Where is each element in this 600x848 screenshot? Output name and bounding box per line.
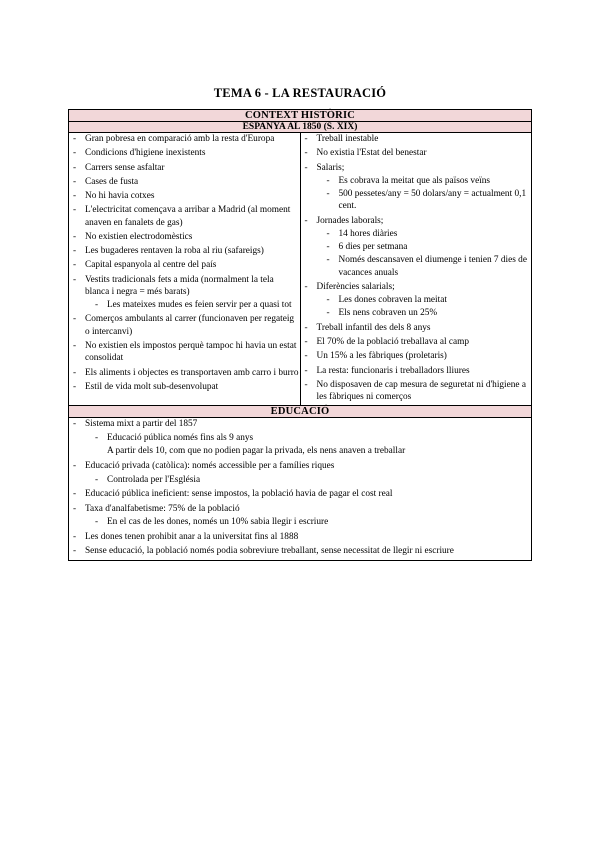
list-item <box>85 176 300 188</box>
list-item-text: Capital espanyola al centre del país <box>85 260 217 271</box>
sub-list-item: - 6 dies per setmana <box>339 241 532 253</box>
list-item <box>85 147 300 159</box>
list-item <box>317 350 532 362</box>
list-item <box>85 245 300 257</box>
sub-note-text: A partir dels 10, com que no podien pagar la privada, els nens anaven a treballar <box>107 446 406 457</box>
list-item <box>317 281 532 320</box>
education-cell <box>69 418 532 560</box>
list-item-text: Salaris; <box>316 162 345 173</box>
list-item-text: Cases de fusta <box>85 176 139 187</box>
list-item-text: Els aliments i objectes es transportaven amb carro i burro <box>85 367 299 378</box>
sub-list <box>85 474 531 487</box>
list-item-text: Diferències salarials; <box>316 281 395 292</box>
list-item <box>85 313 300 338</box>
list-item-text: Condicions d'higiene inexistents <box>85 148 206 159</box>
list-item <box>85 340 300 365</box>
list-item-text: Un 15% a les fàbriques (proletaris) <box>316 351 447 362</box>
list-item <box>85 367 300 379</box>
list-item-text: No existien electrodomèstics <box>85 231 193 242</box>
list-item-text: Taxa d'analfabetisme: 75% de la població <box>85 503 240 514</box>
list-item <box>85 418 531 458</box>
list-item <box>85 460 531 486</box>
list-item-text: Vestits tradicionals fets a mida (normalment la tela blanca i negra = més barats) <box>85 274 274 297</box>
list-item <box>85 274 300 312</box>
sub-list <box>85 516 531 529</box>
educacio-band: EDUCACIÓ <box>69 406 532 418</box>
list-item-text: Les dones tenen prohibit anar a la universitat fins al 1888 <box>85 531 299 542</box>
list-item-text: Sense educació, la població només podia sobreviure treballant, sense necessitat de llegir ni escriure <box>85 546 454 557</box>
list-item <box>85 488 531 501</box>
right-bullet-list <box>301 133 532 403</box>
espanya-1850-band: ESPANYA AL 1850 (S. XIX) <box>69 122 532 133</box>
sub-list-item: - Només descansaven el diumenge i tenien 7 dies de vacances anuals <box>339 254 532 279</box>
list-item-text: La resta: funcionaris i treballadors lliures <box>316 365 470 376</box>
list-item-text: No disposaven de cap mesura de seguretat ni d'higiene a les fàbriques ni comerços <box>316 379 526 403</box>
section-band-row <box>69 122 532 133</box>
left-bullet-list <box>69 133 300 393</box>
list-item <box>85 259 300 271</box>
sub-list <box>317 294 532 320</box>
list-item <box>317 133 532 145</box>
list-item <box>317 336 532 348</box>
list-item-text: El 70% de la població treballava al camp <box>316 336 470 347</box>
sub-list <box>85 299 300 311</box>
list-item <box>317 215 532 279</box>
list-item-text: Educació pública ineficient: sense impostos, la població havia de pagar el cost real <box>85 489 393 500</box>
list-item <box>85 133 300 145</box>
header-band-row <box>69 110 532 122</box>
right-column-cell <box>300 133 532 406</box>
list-item-text: Comerços ambulants al carrer (funcionaven per regateig o intercanvi) <box>85 314 295 337</box>
sub-list-item: - Les dones cobraven la meitat <box>339 294 532 306</box>
sub-list-item: - 500 pessetes/any = 50 dolars/any = actualment 0,1 cent. <box>339 188 532 213</box>
list-item <box>85 190 300 202</box>
list-item-text: No existia l'Estat del benestar <box>316 148 427 159</box>
list-item <box>317 162 532 213</box>
list-item-text: No existien els impostos perquè tampoc hi havia un estat consolidat <box>85 340 297 364</box>
list-item-text: Sistema mixt a partir del 1857 <box>85 419 198 430</box>
education-band-row <box>69 406 532 418</box>
two-column-row <box>69 133 532 406</box>
sub-list-item: - En el cas de les dones, només un 10% sabia llegir i escriure <box>107 516 531 529</box>
list-item <box>317 379 532 404</box>
sub-list-item: - Les mateixes mudes es feien servir per a quasi tot <box>107 299 300 311</box>
list-item-text: L'electricitat començava a arribar a Madrid (al moment anaven en fanalets de gas) <box>85 205 291 228</box>
list-item <box>85 503 531 529</box>
list-item <box>317 365 532 377</box>
list-item-text: Gran pobresa en comparació amb la resta d'Europa <box>85 134 275 144</box>
education-bullet-list <box>69 418 531 557</box>
list-item-text: Les bugaderes rentaven la roba al riu (safareigs) <box>85 246 264 257</box>
sub-list-item: - Es cobrava la meitat que als països veïns <box>339 175 532 187</box>
sub-list <box>85 432 531 445</box>
sub-list <box>317 175 532 213</box>
list-item-text: Educació privada (catòlica): només accessible per a famílies riques <box>85 460 335 471</box>
education-row <box>69 418 532 560</box>
sub-list <box>317 228 532 279</box>
list-item <box>85 204 300 229</box>
list-item <box>85 545 531 558</box>
sub-list-item: - 14 hores diàries <box>339 228 532 240</box>
list-item <box>85 381 300 393</box>
sub-list-item: - Educació pública només fins als 9 anys <box>107 432 531 445</box>
content-table <box>68 109 532 561</box>
left-column-cell <box>69 133 301 406</box>
sub-list-item: - Els nens cobraven un 25% <box>339 307 532 319</box>
list-item-text: Treball infantil des dels 8 anys <box>316 322 431 333</box>
list-item <box>317 322 532 334</box>
list-item <box>85 162 300 174</box>
sub-list-item: - Controlada per l'Església <box>107 474 531 487</box>
list-item-text: Estil de vida molt sub-desenvolupat <box>85 381 219 392</box>
list-item-text: Treball inestable <box>316 134 379 144</box>
list-item-text: No hi havia cotxes <box>85 191 155 202</box>
list-item-text: Carrers sense asfaltar <box>85 162 165 173</box>
list-item <box>317 147 532 159</box>
context-historic-band: CONTEXT HISTÒRIC <box>69 110 532 122</box>
list-item <box>85 231 300 243</box>
page-title: TEMA 6 - LA RESTAURACIÓ <box>213 86 387 100</box>
list-item <box>85 531 531 544</box>
list-item-text: Jornades laborals; <box>316 215 384 226</box>
